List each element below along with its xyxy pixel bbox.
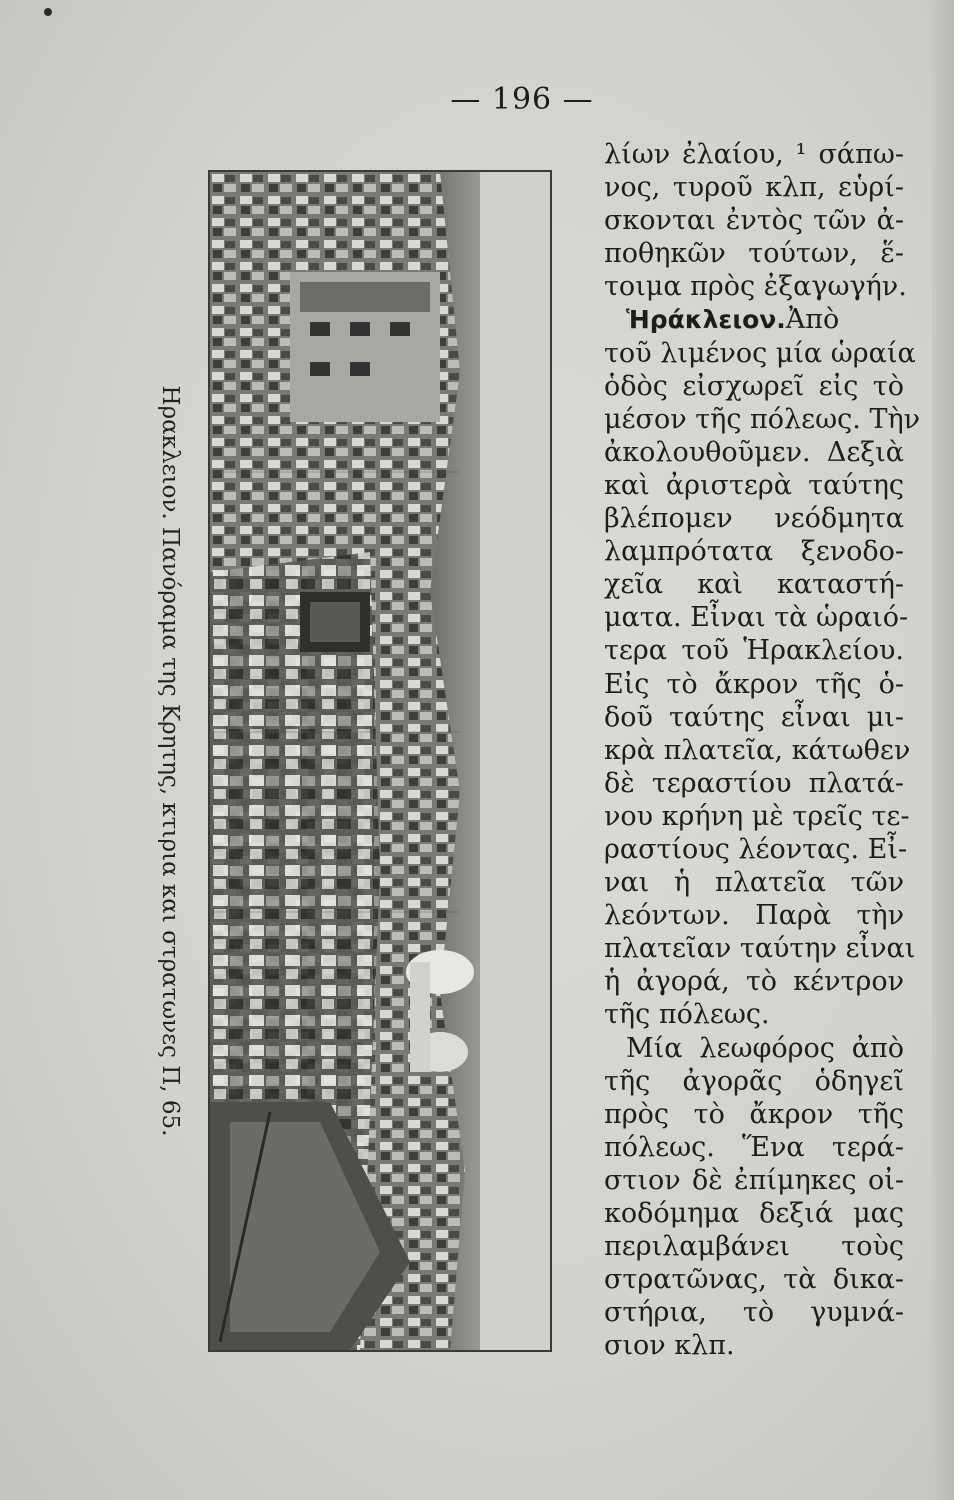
text-line: σιον κλπ. <box>604 1330 735 1362</box>
text-line: τοιμα πρὸς ἐξαγωγήν. <box>604 271 907 303</box>
text-line: δὲ τεραστίου πλατά- <box>604 767 904 799</box>
paragraph-1 <box>604 138 907 303</box>
ink-spot <box>44 8 52 16</box>
text-line: λίων ἐλαίου, ¹ σάπω- <box>604 139 904 170</box>
text-line: κοδόμημα δεξιά μας <box>604 1198 904 1229</box>
figure-caption: Ηρακλειον. Πανόραμα της Κρητης, κτιρια και στρατωνες Π, 65. <box>157 385 183 1137</box>
text-line: δοῦ ταύτης εἶναι μι- <box>604 701 904 733</box>
text-line: τοῦ λιμένος μία ὡραία <box>604 337 916 369</box>
text-line: πόλεως. Ἕνα τερά- <box>604 1131 904 1163</box>
text-line: τερα τοῦ Ἡρακλείου. <box>604 635 904 667</box>
section-heading: Ἡράκλειον. <box>626 305 786 335</box>
text-line: βλέπομεν νεόδμητα <box>604 503 904 535</box>
page-number: — 196 — <box>450 82 594 117</box>
text-line: νος, τυροῦ κλπ, εὑρί- <box>604 172 904 204</box>
text-line: ραστίους λέοντας. Εἶ- <box>604 833 908 865</box>
text-line: Εἰς τὸ ἄκρον τῆς ὁ- <box>604 668 904 700</box>
text-line: ποθηκῶν τούτων, ἕ- <box>604 238 904 270</box>
text-line: νου κρήνη μὲ τρεῖς τε- <box>604 800 910 832</box>
text-line: σκονται ἐντὸς τῶν ἀ- <box>604 205 904 237</box>
figure-caption-area <box>150 170 190 1352</box>
panorama-photo <box>208 170 552 1352</box>
text-line-rest: Ἀπὸ <box>785 304 840 336</box>
text-line: ματα. Εἶναι τὰ ὡραιό- <box>604 602 909 634</box>
text-line: ἡ ἀγορά, τὸ κέντρον <box>604 966 904 998</box>
text-line: λεόντων. Παρὰ τὴν <box>604 900 904 932</box>
text-line: καὶ ἀριστερὰ ταύτης <box>604 469 904 501</box>
text-line: Μία λεωφόρος ἀπὸ <box>626 1032 904 1064</box>
text-line: πλατεῖαν ταύτην εἶναι <box>604 933 916 965</box>
text-line: ναι ἡ πλατεῖα τῶν <box>604 867 904 899</box>
text-line: ἀκολουθοῦμεν. Δεξιὰ <box>604 436 904 468</box>
text-line: περιλαμβάνει τοὺς <box>604 1231 904 1263</box>
text-line: στήρια, τὸ γυμνά- <box>604 1297 904 1329</box>
text-line: στιον δὲ ἐπίμηκες οἰ- <box>604 1164 904 1196</box>
text-line: λαμπρότατα ξενοδο- <box>604 536 904 568</box>
text-line: ὁδὸς εἰσχωρεῖ εἰς τὸ <box>604 370 904 402</box>
text-line: τῆς ἀγορᾶς ὁδηγεῖ <box>604 1065 904 1097</box>
text-line: κρὰ πλατεῖα, κάτωθεν <box>604 734 911 766</box>
text-line: χεῖα καὶ καταστή- <box>604 569 904 601</box>
text-line: τῆς πόλεως. <box>604 999 770 1031</box>
body-text-column <box>604 138 921 1362</box>
text-line: πρὸς τὸ ἄκρον τῆς <box>604 1098 904 1130</box>
paragraph-2 <box>604 303 921 1031</box>
paragraph-3 <box>604 1032 904 1363</box>
page-edge <box>932 0 954 1500</box>
text-line <box>604 303 904 336</box>
city-panorama-image <box>210 172 550 1350</box>
text-line: στρατῶνας, τὰ δικα- <box>604 1264 904 1296</box>
text-line: μέσον τῆς πόλεως. Τὴν <box>604 403 921 435</box>
